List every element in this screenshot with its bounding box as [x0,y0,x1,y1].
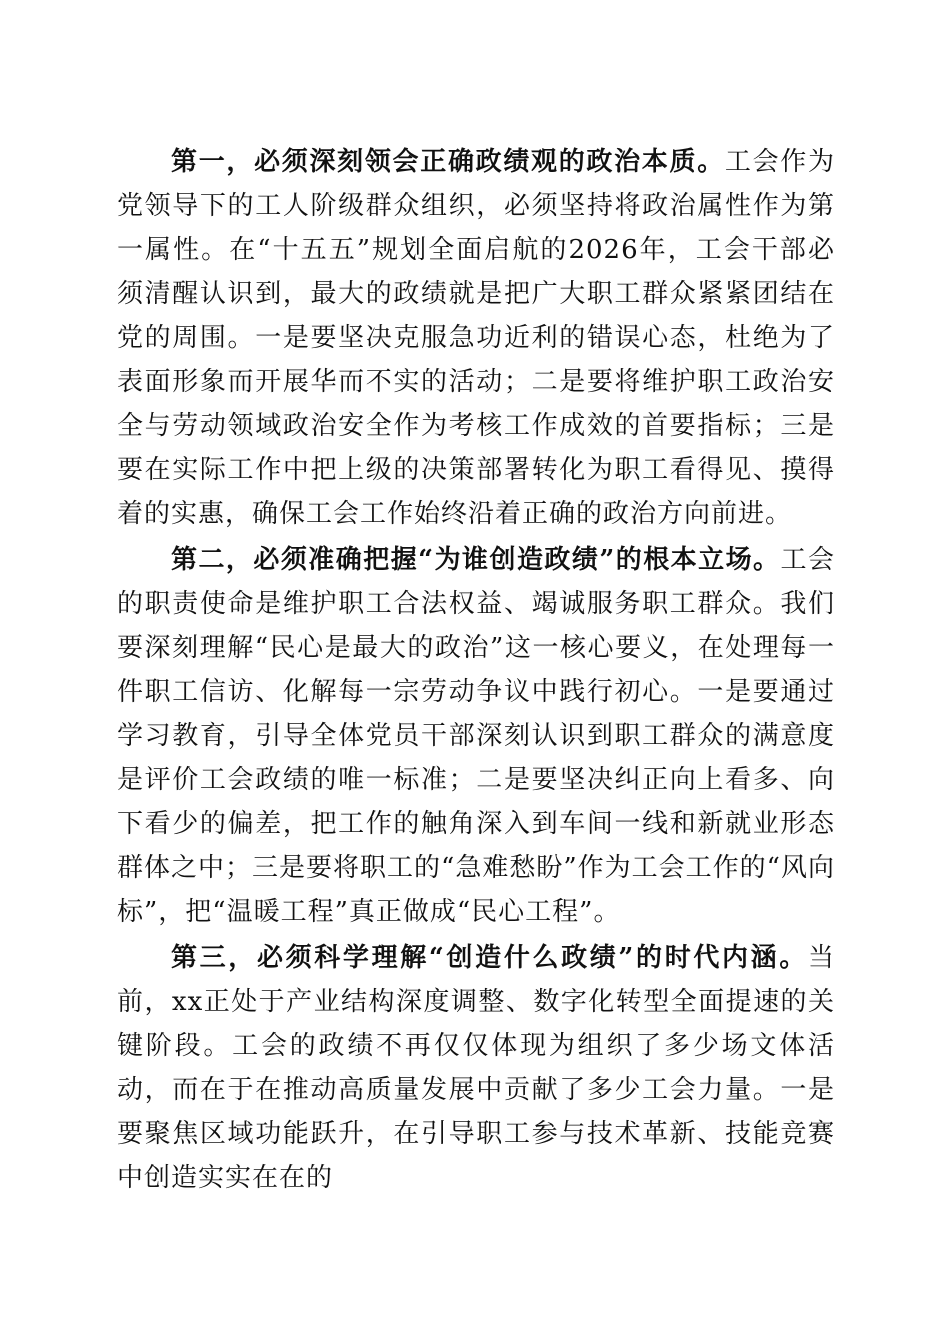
document-body [117,140,835,1200]
paragraph-1-text: 工会作为党领导下的工人阶级群众组织，必须坚持将政治属性作为第一属性。在“十五五”规划全面启航的2026年，工会干部必须清醒认识到，最大的政绩就是把广大职工群众紧紧团结在党的周围。一是要坚决克服急功近利的错误心态，杜绝为了表面形象而开展华而不实的活动；二是要将维护职工政治安全与劳动领域政治安全作为考核工作成效的首要指标；三是要在实际工作中把上级的决策部署转化为职工看得见、摸得着的实惠，确保工会工作始终沿着正确的政治方向前进。 [117,147,835,529]
paragraph-3 [117,936,835,1200]
paragraph-2 [117,538,835,934]
paragraph-3-heading: 第三，必须科学理解“创造什么政绩”的时代内涵。 [171,943,808,973]
paragraph-1 [117,140,835,536]
paragraph-2-text: 工会的职责使命是维护职工合法权益、竭诚服务职工群众。我们要深刻理解“民心是最大的政治”这一核心要义，在处理每一件职工信访、化解每一宗劳动争议中践行初心。一是要通过学习教育，引导全体党员干部深刻认识到职工群众的满意度是评价工会政绩的唯一标准；二是要坚决纠正向上看多、向下看少的偏差，把工作的触角深入到车间一线和新就业形态群体之中；三是要将职工的“急难愁盼”作为工会工作的“风向标”，把“温暖工程”真正做成“民心工程”。 [117,545,835,927]
paragraph-2-heading: 第二，必须准确把握“为谁创造政绩”的根本立场。 [171,545,781,575]
paragraph-1-heading: 第一，必须深刻领会正确政绩观的政治本质。 [171,147,725,177]
paragraph-3-text: 当前，xx正处于产业结构深度调整、数字化转型全面提速的关键阶段。工会的政绩不再仅仅体现为组织了多少场文体活动，而在于在推动高质量发展中贡献了多少工会力量。一是要聚焦区域功能跃升，在引导职工参与技术革新、技能竞赛中创造实实在在的 [117,943,835,1193]
